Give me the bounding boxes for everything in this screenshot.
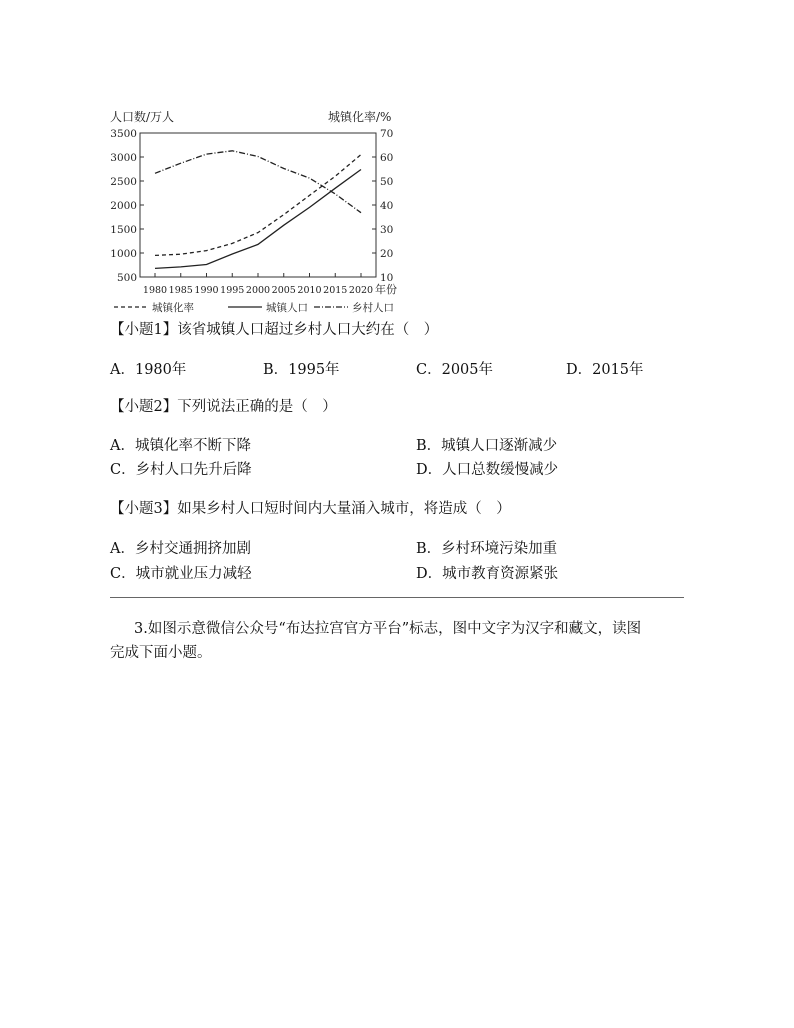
q1-option-c[interactable]: C．2005年 <box>416 362 493 378</box>
left-tick-label: 2500 <box>110 176 137 188</box>
q1-option-d[interactable]: D．2015年 <box>566 362 644 378</box>
legend-label: 城镇化率 <box>152 302 194 314</box>
q3-option-c[interactable]: C．城市就业压力减轻 <box>110 566 252 582</box>
right-tick-label: 50 <box>380 176 394 188</box>
legend-label: 城镇人口 <box>266 302 308 314</box>
x-tick-label: 2020 <box>348 285 374 296</box>
left-tick-label: 2000 <box>110 200 137 212</box>
x-unit-label: 年份 <box>375 283 397 296</box>
chart-series <box>155 151 361 269</box>
x-tick-label: 1980 <box>142 285 168 296</box>
left-tick-label: 1500 <box>110 224 137 236</box>
next-question-line-1: 3.如图示意微信公众号“布达拉宫官方平台”标志，图中文字为汉字和藏文，读图 <box>134 621 642 637</box>
right-tick-label: 30 <box>380 224 394 236</box>
section-divider <box>110 597 684 598</box>
x-tick-label: 2010 <box>297 285 322 296</box>
legend-label: 乡村人口 <box>352 302 394 314</box>
q2-option-d[interactable]: D．人口总数缓慢减少 <box>416 462 559 478</box>
right-tick-label: 20 <box>380 248 394 260</box>
left-tick-label: 1000 <box>110 248 137 260</box>
series-line-乡村人口 <box>155 151 361 213</box>
left-tick-label: 3000 <box>110 152 137 164</box>
right-tick-label: 40 <box>380 200 394 212</box>
chart-legend <box>114 301 394 314</box>
series-line-城镇化率 <box>155 155 361 256</box>
left-tick-label: 500 <box>116 272 137 284</box>
chart-axes <box>140 133 376 277</box>
q1-option-b[interactable]: B．1995年 <box>263 362 340 378</box>
question-1-title: 【小题1】该省城镇人口超过乡村人口大约在（ ） <box>110 322 439 338</box>
population-chart <box>100 105 430 320</box>
chart-ticks <box>110 128 397 296</box>
x-tick-label: 1995 <box>220 285 245 296</box>
q1-option-a[interactable]: A．1980年 <box>110 362 187 378</box>
x-tick-label: 1990 <box>194 285 219 296</box>
question-3-title: 【小题3】如果乡村人口短时间内大量涌入城市，将造成（ ） <box>110 501 511 517</box>
q2-option-a[interactable]: A．城镇化率不断下降 <box>110 438 251 454</box>
q3-option-a[interactable]: A．乡村交通拥挤加剧 <box>110 541 251 557</box>
left-tick-label: 3500 <box>110 128 137 140</box>
right-axis-label: 城镇化率/% <box>328 110 392 124</box>
x-tick-label: 2005 <box>271 285 296 296</box>
x-tick-label: 1985 <box>168 285 193 296</box>
right-tick-label: 10 <box>380 272 394 284</box>
x-tick-label: 2015 <box>323 285 348 296</box>
next-question-line-2: 完成下面小题。 <box>110 645 212 661</box>
q2-option-b[interactable]: B．城镇人口逐渐减少 <box>416 438 558 454</box>
x-tick-label: 2000 <box>245 285 271 296</box>
left-axis-label: 人口数/万人 <box>110 110 175 124</box>
plot-frame <box>140 133 376 277</box>
question-2-title: 【小题2】下列说法正确的是（ ） <box>110 399 337 415</box>
right-tick-label: 60 <box>380 152 394 164</box>
q3-option-d[interactable]: D．城市教育资源紧张 <box>416 566 559 582</box>
right-tick-label: 70 <box>380 128 394 140</box>
q3-option-b[interactable]: B．乡村环境污染加重 <box>416 541 558 557</box>
q2-option-c[interactable]: C．乡村人口先升后降 <box>110 462 252 478</box>
